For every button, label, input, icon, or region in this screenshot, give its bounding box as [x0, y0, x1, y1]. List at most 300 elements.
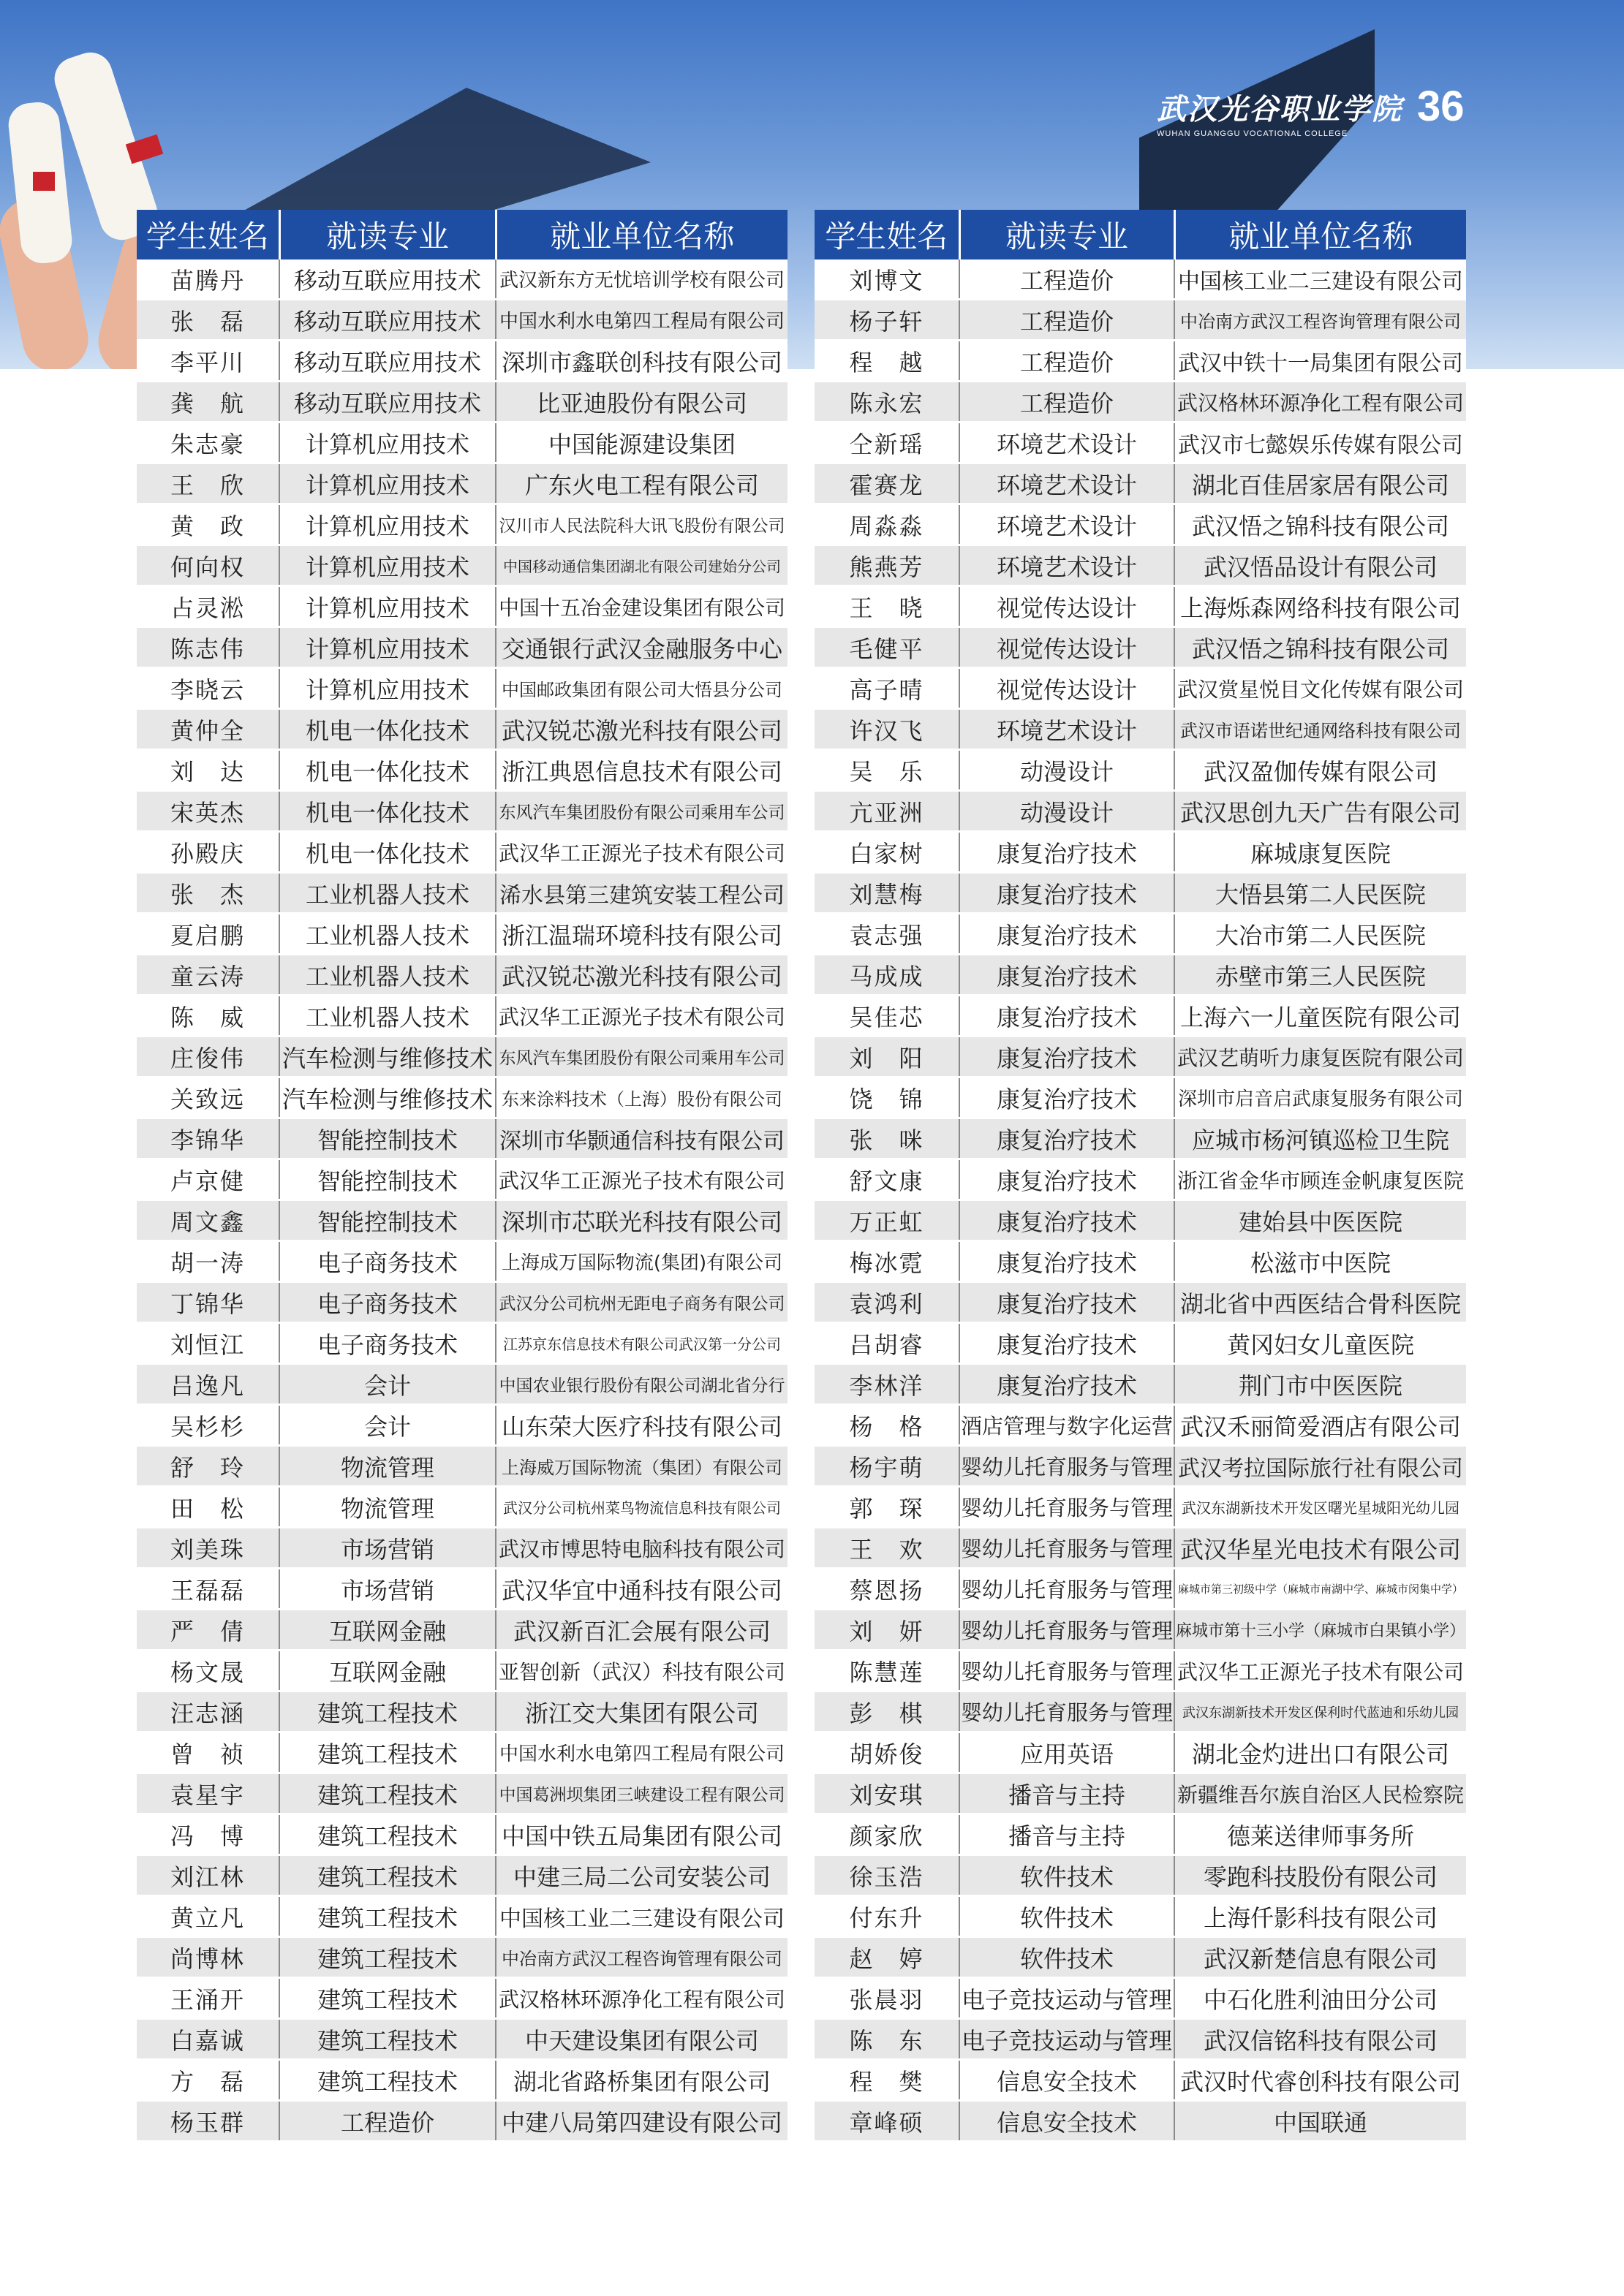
student-name-cell: 陈永宏 — [815, 382, 959, 423]
major-cell: 建筑工程技术 — [279, 1978, 496, 2019]
table-body — [137, 259, 788, 2142]
employer-cell: 武汉新东方无忧培训学校有限公司 — [496, 259, 788, 300]
student-name-cell: 汪志涵 — [137, 1691, 279, 1732]
employer-cell: 深圳市华颢通信科技有限公司 — [496, 1118, 788, 1159]
table-row — [815, 873, 1466, 914]
table-row — [815, 832, 1466, 873]
employer-cell: 武汉悟之锦科技有限公司 — [1174, 627, 1466, 668]
major-cell: 计算机应用技术 — [279, 586, 496, 627]
employer-cell: 中国移动通信集团湖北有限公司建始分公司 — [496, 545, 788, 586]
student-name-cell: 刘安琪 — [815, 1773, 959, 1814]
employer-cell: 东来涂料技术（上海）股份有限公司 — [496, 1077, 788, 1118]
major-cell: 动漫设计 — [959, 750, 1174, 791]
table-row — [137, 832, 788, 873]
major-cell: 软件技术 — [959, 1937, 1174, 1978]
major-cell: 应用英语 — [959, 1732, 1174, 1773]
student-name-cell: 杨玉群 — [137, 2101, 279, 2142]
student-name-cell: 吴 乐 — [815, 750, 959, 791]
employer-cell: 中国水利水电第四工程局有限公司 — [496, 1732, 788, 1773]
student-name-cell: 付东升 — [815, 1896, 959, 1937]
major-cell: 会计 — [279, 1364, 496, 1405]
student-name-cell: 刘江林 — [137, 1855, 279, 1896]
employer-cell: 深圳市鑫联创科技有限公司 — [496, 341, 788, 382]
major-cell: 物流管理 — [279, 1446, 496, 1487]
table-row — [815, 545, 1466, 586]
major-cell: 视觉传达设计 — [959, 627, 1174, 668]
employer-cell: 亚智创新（武汉）科技有限公司 — [496, 1651, 788, 1691]
employer-cell: 武汉时代睿创科技有限公司 — [1174, 2060, 1466, 2101]
table-row — [137, 2101, 788, 2142]
major-cell: 建筑工程技术 — [279, 1937, 496, 1978]
student-name-cell: 郭 琛 — [815, 1487, 959, 1528]
table-header-row — [815, 210, 1466, 259]
employer-cell: 上海仟影科技有限公司 — [1174, 1896, 1466, 1937]
major-cell: 酒店管理与数字化运营 — [959, 1405, 1174, 1446]
employer-cell: 大冶市第二人民医院 — [1174, 914, 1466, 955]
table-row — [137, 1691, 788, 1732]
major-cell: 康复治疗技术 — [959, 1118, 1174, 1159]
major-cell: 建筑工程技术 — [279, 1855, 496, 1896]
major-cell: 机电一体化技术 — [279, 750, 496, 791]
table-row — [815, 914, 1466, 955]
table-row — [815, 586, 1466, 627]
employer-cell: 武汉禾丽简爱酒店有限公司 — [1174, 1405, 1466, 1446]
major-cell: 婴幼儿托育服务与管理 — [959, 1691, 1174, 1732]
table-row — [815, 1487, 1466, 1528]
major-cell: 机电一体化技术 — [279, 791, 496, 832]
major-cell: 电子商务技术 — [279, 1323, 496, 1364]
table-row — [137, 955, 788, 996]
employer-cell: 武汉东湖新技术开发区保利时代蓝迪和乐幼儿园 — [1174, 1691, 1466, 1732]
employer-cell: 新疆维吾尔族自治区人民检察院 — [1174, 1773, 1466, 1814]
student-name-cell: 袁星宇 — [137, 1773, 279, 1814]
major-cell: 环境艺术设计 — [959, 709, 1174, 750]
employer-cell: 东风汽车集团股份有限公司乘用车公司 — [496, 1037, 788, 1077]
student-name-cell: 杨 格 — [815, 1405, 959, 1446]
major-cell: 康复治疗技术 — [959, 1364, 1174, 1405]
major-cell: 会计 — [279, 1405, 496, 1446]
major-cell: 信息安全技术 — [959, 2101, 1174, 2142]
student-name-cell: 吕胡睿 — [815, 1323, 959, 1364]
major-cell: 康复治疗技术 — [959, 996, 1174, 1037]
major-cell: 软件技术 — [959, 1896, 1174, 1937]
table-row — [137, 1855, 788, 1896]
table-row — [815, 1159, 1466, 1200]
student-name-cell: 刘 达 — [137, 750, 279, 791]
student-name-cell: 苗腾丹 — [137, 259, 279, 300]
major-cell: 电子竞技运动与管理 — [959, 1978, 1174, 2019]
table-row — [137, 668, 788, 709]
employer-cell: 中国联通 — [1174, 2101, 1466, 2142]
column-header-major: 就读专业 — [279, 210, 496, 259]
employer-cell: 武汉华宜中通科技有限公司 — [496, 1569, 788, 1610]
employer-cell: 浙江温瑞环境科技有限公司 — [496, 914, 788, 955]
student-name-cell: 赵 婷 — [815, 1937, 959, 1978]
table-row — [137, 300, 788, 341]
student-name-cell: 刘博文 — [815, 259, 959, 300]
major-cell: 康复治疗技术 — [959, 914, 1174, 955]
table-row — [815, 996, 1466, 1037]
employer-cell: 江苏京东信息技术有限公司武汉第一分公司 — [496, 1323, 788, 1364]
table-row — [137, 1978, 788, 2019]
student-name-cell: 周淼淼 — [815, 504, 959, 545]
student-name-cell: 马成成 — [815, 955, 959, 996]
student-name-cell: 毛健平 — [815, 627, 959, 668]
table-row — [137, 1569, 788, 1610]
major-cell: 建筑工程技术 — [279, 1773, 496, 1814]
major-cell: 移动互联应用技术 — [279, 259, 496, 300]
employer-cell: 湖北省路桥集团有限公司 — [496, 2060, 788, 2101]
major-cell: 计算机应用技术 — [279, 463, 496, 504]
major-cell: 工程造价 — [959, 341, 1174, 382]
major-cell: 建筑工程技术 — [279, 2060, 496, 2101]
table-row — [815, 1528, 1466, 1569]
student-name-cell: 万正虹 — [815, 1200, 959, 1241]
major-cell: 环境艺术设计 — [959, 423, 1174, 463]
table-row — [137, 791, 788, 832]
major-cell: 工程造价 — [959, 259, 1174, 300]
employer-cell: 比亚迪股份有限公司 — [496, 382, 788, 423]
major-cell: 物流管理 — [279, 1487, 496, 1528]
table-row — [137, 1773, 788, 1814]
table-row — [137, 1610, 788, 1651]
table-row — [815, 463, 1466, 504]
student-name-cell: 王 欢 — [815, 1528, 959, 1569]
major-cell: 智能控制技术 — [279, 1159, 496, 1200]
employer-cell: 黄冈妇女儿童医院 — [1174, 1323, 1466, 1364]
employer-cell: 武汉分公司杭州菜鸟物流信息科技有限公司 — [496, 1487, 788, 1528]
student-name-cell: 高子晴 — [815, 668, 959, 709]
student-name-cell: 胡娇俊 — [815, 1732, 959, 1773]
major-cell: 工程造价 — [959, 300, 1174, 341]
table-row — [137, 1937, 788, 1978]
employer-cell: 武汉中铁十一局集团有限公司 — [1174, 341, 1466, 382]
major-cell: 视觉传达设计 — [959, 586, 1174, 627]
employer-cell: 武汉悟之锦科技有限公司 — [1174, 504, 1466, 545]
employer-cell: 武汉盈伽传媒有限公司 — [1174, 750, 1466, 791]
table-row — [815, 2101, 1466, 2142]
table-row — [815, 1282, 1466, 1323]
major-cell: 康复治疗技术 — [959, 1241, 1174, 1282]
table-row — [815, 259, 1466, 300]
table-row — [815, 1569, 1466, 1610]
table-row — [137, 1487, 788, 1528]
employer-cell: 湖北金灼进出口有限公司 — [1174, 1732, 1466, 1773]
table-row — [815, 1364, 1466, 1405]
table-row — [815, 1323, 1466, 1364]
employer-cell: 中国水利水电第四工程局有限公司 — [496, 300, 788, 341]
college-name-en: WUHAN GUANGGU VOCATIONAL COLLEGE — [1157, 129, 1348, 138]
student-name-cell: 王涌开 — [137, 1978, 279, 2019]
major-cell: 视觉传达设计 — [959, 668, 1174, 709]
student-name-cell: 刘慧梅 — [815, 873, 959, 914]
employer-cell: 浙江交大集团有限公司 — [496, 1691, 788, 1732]
student-name-cell: 李晓云 — [137, 668, 279, 709]
major-cell: 康复治疗技术 — [959, 1323, 1174, 1364]
table-row — [815, 668, 1466, 709]
major-cell: 智能控制技术 — [279, 1200, 496, 1241]
student-name-cell: 梅冰霓 — [815, 1241, 959, 1282]
employer-cell: 武汉思创九天广告有限公司 — [1174, 791, 1466, 832]
table-row — [137, 1282, 788, 1323]
employer-cell: 松滋市中医院 — [1174, 1241, 1466, 1282]
major-cell: 婴幼儿托育服务与管理 — [959, 1528, 1174, 1569]
employer-cell: 武汉分公司杭州无距电子商务有限公司 — [496, 1282, 788, 1323]
table-row — [815, 341, 1466, 382]
employer-cell: 广东火电工程有限公司 — [496, 463, 788, 504]
student-name-cell: 朱志豪 — [137, 423, 279, 463]
table-row — [137, 382, 788, 423]
student-name-cell: 饶 锦 — [815, 1077, 959, 1118]
table-row — [815, 1405, 1466, 1446]
student-name-cell: 舒文康 — [815, 1159, 959, 1200]
student-name-cell: 何向权 — [137, 545, 279, 586]
major-cell: 汽车检测与维修技术 — [279, 1037, 496, 1077]
table-row — [815, 750, 1466, 791]
student-name-cell: 陈 东 — [815, 2019, 959, 2060]
major-cell: 计算机应用技术 — [279, 504, 496, 545]
student-name-cell: 彭 棋 — [815, 1691, 959, 1732]
employer-cell: 武汉格林环源净化工程有限公司 — [1174, 382, 1466, 423]
student-name-cell: 杨宇萌 — [815, 1446, 959, 1487]
major-cell: 婴幼儿托育服务与管理 — [959, 1487, 1174, 1528]
student-name-cell: 白嘉诚 — [137, 2019, 279, 2060]
table-row — [137, 1159, 788, 1200]
employer-cell: 武汉东湖新技术开发区曙光星城阳光幼儿园 — [1174, 1487, 1466, 1528]
student-name-cell: 龚 航 — [137, 382, 279, 423]
student-name-cell: 袁鸿利 — [815, 1282, 959, 1323]
student-name-cell: 张 磊 — [137, 300, 279, 341]
employer-cell: 武汉信铭科技有限公司 — [1174, 2019, 1466, 2060]
major-cell: 建筑工程技术 — [279, 1732, 496, 1773]
column-header-employer: 就业单位名称 — [496, 210, 788, 259]
table-row — [815, 1077, 1466, 1118]
major-cell: 移动互联应用技术 — [279, 341, 496, 382]
employer-cell: 上海六一儿童医院有限公司 — [1174, 996, 1466, 1037]
employer-cell: 中国核工业二三建设有限公司 — [1174, 259, 1466, 300]
employer-cell: 上海成万国际物流(集团)有限公司 — [496, 1241, 788, 1282]
table-row — [815, 382, 1466, 423]
student-name-cell: 许汉飞 — [815, 709, 959, 750]
college-logo — [1157, 86, 1402, 138]
major-cell: 动漫设计 — [959, 791, 1174, 832]
employer-cell: 零跑科技股份有限公司 — [1174, 1855, 1466, 1896]
table-row — [137, 1896, 788, 1937]
major-cell: 汽车检测与维修技术 — [279, 1077, 496, 1118]
major-cell: 计算机应用技术 — [279, 668, 496, 709]
student-name-cell: 仝新瑶 — [815, 423, 959, 463]
major-cell: 康复治疗技术 — [959, 1077, 1174, 1118]
student-name-cell: 胡一涛 — [137, 1241, 279, 1282]
major-cell: 环境艺术设计 — [959, 545, 1174, 586]
employer-cell: 赤壁市第三人民医院 — [1174, 955, 1466, 996]
major-cell: 康复治疗技术 — [959, 832, 1174, 873]
table-row — [137, 750, 788, 791]
major-cell: 工程造价 — [279, 2101, 496, 2142]
table-row — [815, 504, 1466, 545]
major-cell: 工业机器人技术 — [279, 996, 496, 1037]
employer-cell: 中国葛洲坝集团三峡建设工程有限公司 — [496, 1773, 788, 1814]
table-row — [137, 709, 788, 750]
table-row — [815, 423, 1466, 463]
employer-cell: 武汉格林环源净化工程有限公司 — [496, 1978, 788, 2019]
table-row — [137, 586, 788, 627]
major-cell: 建筑工程技术 — [279, 2019, 496, 2060]
major-cell: 工业机器人技术 — [279, 873, 496, 914]
employer-cell: 中国农业银行股份有限公司湖北省分行 — [496, 1364, 788, 1405]
major-cell: 工业机器人技术 — [279, 914, 496, 955]
table-row — [815, 2019, 1466, 2060]
table-row — [815, 1814, 1466, 1855]
table-row — [815, 709, 1466, 750]
employer-cell: 武汉悟品设计有限公司 — [1174, 545, 1466, 586]
table-row — [815, 1978, 1466, 2019]
table-row — [815, 791, 1466, 832]
student-name-cell: 张 咪 — [815, 1118, 959, 1159]
table-row — [815, 1691, 1466, 1732]
major-cell: 播音与主持 — [959, 1814, 1174, 1855]
student-name-cell: 程 越 — [815, 341, 959, 382]
student-name-cell: 占灵淞 — [137, 586, 279, 627]
table-row — [137, 873, 788, 914]
major-cell: 康复治疗技术 — [959, 1200, 1174, 1241]
table-row — [137, 2019, 788, 2060]
student-name-cell: 黄仲全 — [137, 709, 279, 750]
table-row — [137, 914, 788, 955]
table-row — [137, 1405, 788, 1446]
student-name-cell: 黄 政 — [137, 504, 279, 545]
major-cell: 康复治疗技术 — [959, 1282, 1174, 1323]
table-row — [137, 1200, 788, 1241]
student-name-cell: 章峰硕 — [815, 2101, 959, 2142]
column-header-employer: 就业单位名称 — [1174, 210, 1466, 259]
employer-cell: 上海烁森网络科技有限公司 — [1174, 586, 1466, 627]
table-row — [137, 1814, 788, 1855]
table-row — [137, 2060, 788, 2101]
employer-cell: 中天建设集团有限公司 — [496, 2019, 788, 2060]
employer-cell: 中国邮政集团有限公司大悟县分公司 — [496, 668, 788, 709]
table-row — [137, 1077, 788, 1118]
employer-cell: 德莱送律师事务所 — [1174, 1814, 1466, 1855]
table-row — [815, 1118, 1466, 1159]
student-name-cell: 曾 祯 — [137, 1732, 279, 1773]
table-row — [137, 996, 788, 1037]
table-row — [815, 300, 1466, 341]
student-name-cell: 庄俊伟 — [137, 1037, 279, 1077]
table-row — [137, 504, 788, 545]
employer-cell: 湖北百佳居家居有限公司 — [1174, 463, 1466, 504]
student-name-cell: 熊燕芳 — [815, 545, 959, 586]
table-body — [815, 259, 1466, 2142]
employer-cell: 湖北省中西医结合骨科医院 — [1174, 1282, 1466, 1323]
table-row — [137, 1118, 788, 1159]
employer-cell: 深圳市启音启武康复服务有限公司 — [1174, 1077, 1466, 1118]
student-name-cell: 李平川 — [137, 341, 279, 382]
employer-cell: 武汉市语诺世纪通网络科技有限公司 — [1174, 709, 1466, 750]
student-name-cell: 陈志伟 — [137, 627, 279, 668]
table-row — [137, 341, 788, 382]
student-name-cell: 刘恒江 — [137, 1323, 279, 1364]
major-cell: 建筑工程技术 — [279, 1896, 496, 1937]
student-name-cell: 宋英杰 — [137, 791, 279, 832]
major-cell: 移动互联应用技术 — [279, 382, 496, 423]
student-name-cell: 童云涛 — [137, 955, 279, 996]
major-cell: 电子商务技术 — [279, 1241, 496, 1282]
table-row — [137, 1037, 788, 1077]
column-header-major: 就读专业 — [959, 210, 1174, 259]
student-name-cell: 白家树 — [815, 832, 959, 873]
major-cell: 工业机器人技术 — [279, 955, 496, 996]
employer-cell: 中国十五冶金建设集团有限公司 — [496, 586, 788, 627]
student-name-cell: 舒 玲 — [137, 1446, 279, 1487]
table-row — [137, 463, 788, 504]
college-name-cn: 武汉光谷职业学院 — [1157, 92, 1402, 126]
column-header-student-name: 学生姓名 — [815, 210, 959, 259]
major-cell: 计算机应用技术 — [279, 627, 496, 668]
employer-cell: 武汉华工正源光子技术有限公司 — [496, 1159, 788, 1200]
table-row — [815, 1651, 1466, 1691]
student-name-cell: 程 樊 — [815, 2060, 959, 2101]
major-cell: 计算机应用技术 — [279, 423, 496, 463]
table-row — [137, 259, 788, 300]
employer-cell: 武汉艺萌听力康复医院有限公司 — [1174, 1037, 1466, 1077]
student-name-cell: 周文鑫 — [137, 1200, 279, 1241]
table-row — [137, 1732, 788, 1773]
table-row — [815, 1855, 1466, 1896]
table-row — [815, 1241, 1466, 1282]
employer-cell: 中建三局二公司安装公司 — [496, 1855, 788, 1896]
employer-cell: 武汉市博思特电脑科技有限公司 — [496, 1528, 788, 1569]
employment-table-right — [815, 210, 1466, 2142]
major-cell: 播音与主持 — [959, 1773, 1174, 1814]
student-name-cell: 吴佳芯 — [815, 996, 959, 1037]
student-name-cell: 田 松 — [137, 1487, 279, 1528]
student-name-cell: 李锦华 — [137, 1118, 279, 1159]
student-name-cell: 丁锦华 — [137, 1282, 279, 1323]
student-name-cell: 张晨羽 — [815, 1978, 959, 2019]
employer-cell: 中建八局第四建设有限公司 — [496, 2101, 788, 2142]
employer-cell: 武汉市七懿娱乐传媒有限公司 — [1174, 423, 1466, 463]
employer-cell: 深圳市芯联光科技有限公司 — [496, 1200, 788, 1241]
employer-cell: 武汉华工正源光子技术有限公司 — [496, 832, 788, 873]
major-cell: 婴幼儿托育服务与管理 — [959, 1651, 1174, 1691]
employer-cell: 荆门市中医医院 — [1174, 1364, 1466, 1405]
employment-table-left — [137, 210, 788, 2142]
major-cell: 婴幼儿托育服务与管理 — [959, 1610, 1174, 1651]
student-name-cell: 刘 阳 — [815, 1037, 959, 1077]
student-name-cell: 陈 威 — [137, 996, 279, 1037]
student-name-cell: 杨子轩 — [815, 300, 959, 341]
major-cell: 移动互联应用技术 — [279, 300, 496, 341]
major-cell: 互联网金融 — [279, 1610, 496, 1651]
graduation-cap — [241, 88, 651, 212]
employer-cell: 武汉新楚信息有限公司 — [1174, 1937, 1466, 1978]
employer-cell: 浠水县第三建筑安装工程公司 — [496, 873, 788, 914]
student-name-cell: 王 欣 — [137, 463, 279, 504]
table-row — [137, 423, 788, 463]
major-cell: 电子竞技运动与管理 — [959, 2019, 1174, 2060]
student-name-cell: 吴杉杉 — [137, 1405, 279, 1446]
employer-cell: 武汉新百汇会展有限公司 — [496, 1610, 788, 1651]
student-name-cell: 霍赛龙 — [815, 463, 959, 504]
student-name-cell: 亢亚洲 — [815, 791, 959, 832]
table-row — [815, 627, 1466, 668]
table-row — [137, 545, 788, 586]
column-header-student-name: 学生姓名 — [137, 210, 279, 259]
table-row — [137, 1241, 788, 1282]
major-cell: 电子商务技术 — [279, 1282, 496, 1323]
major-cell: 机电一体化技术 — [279, 832, 496, 873]
